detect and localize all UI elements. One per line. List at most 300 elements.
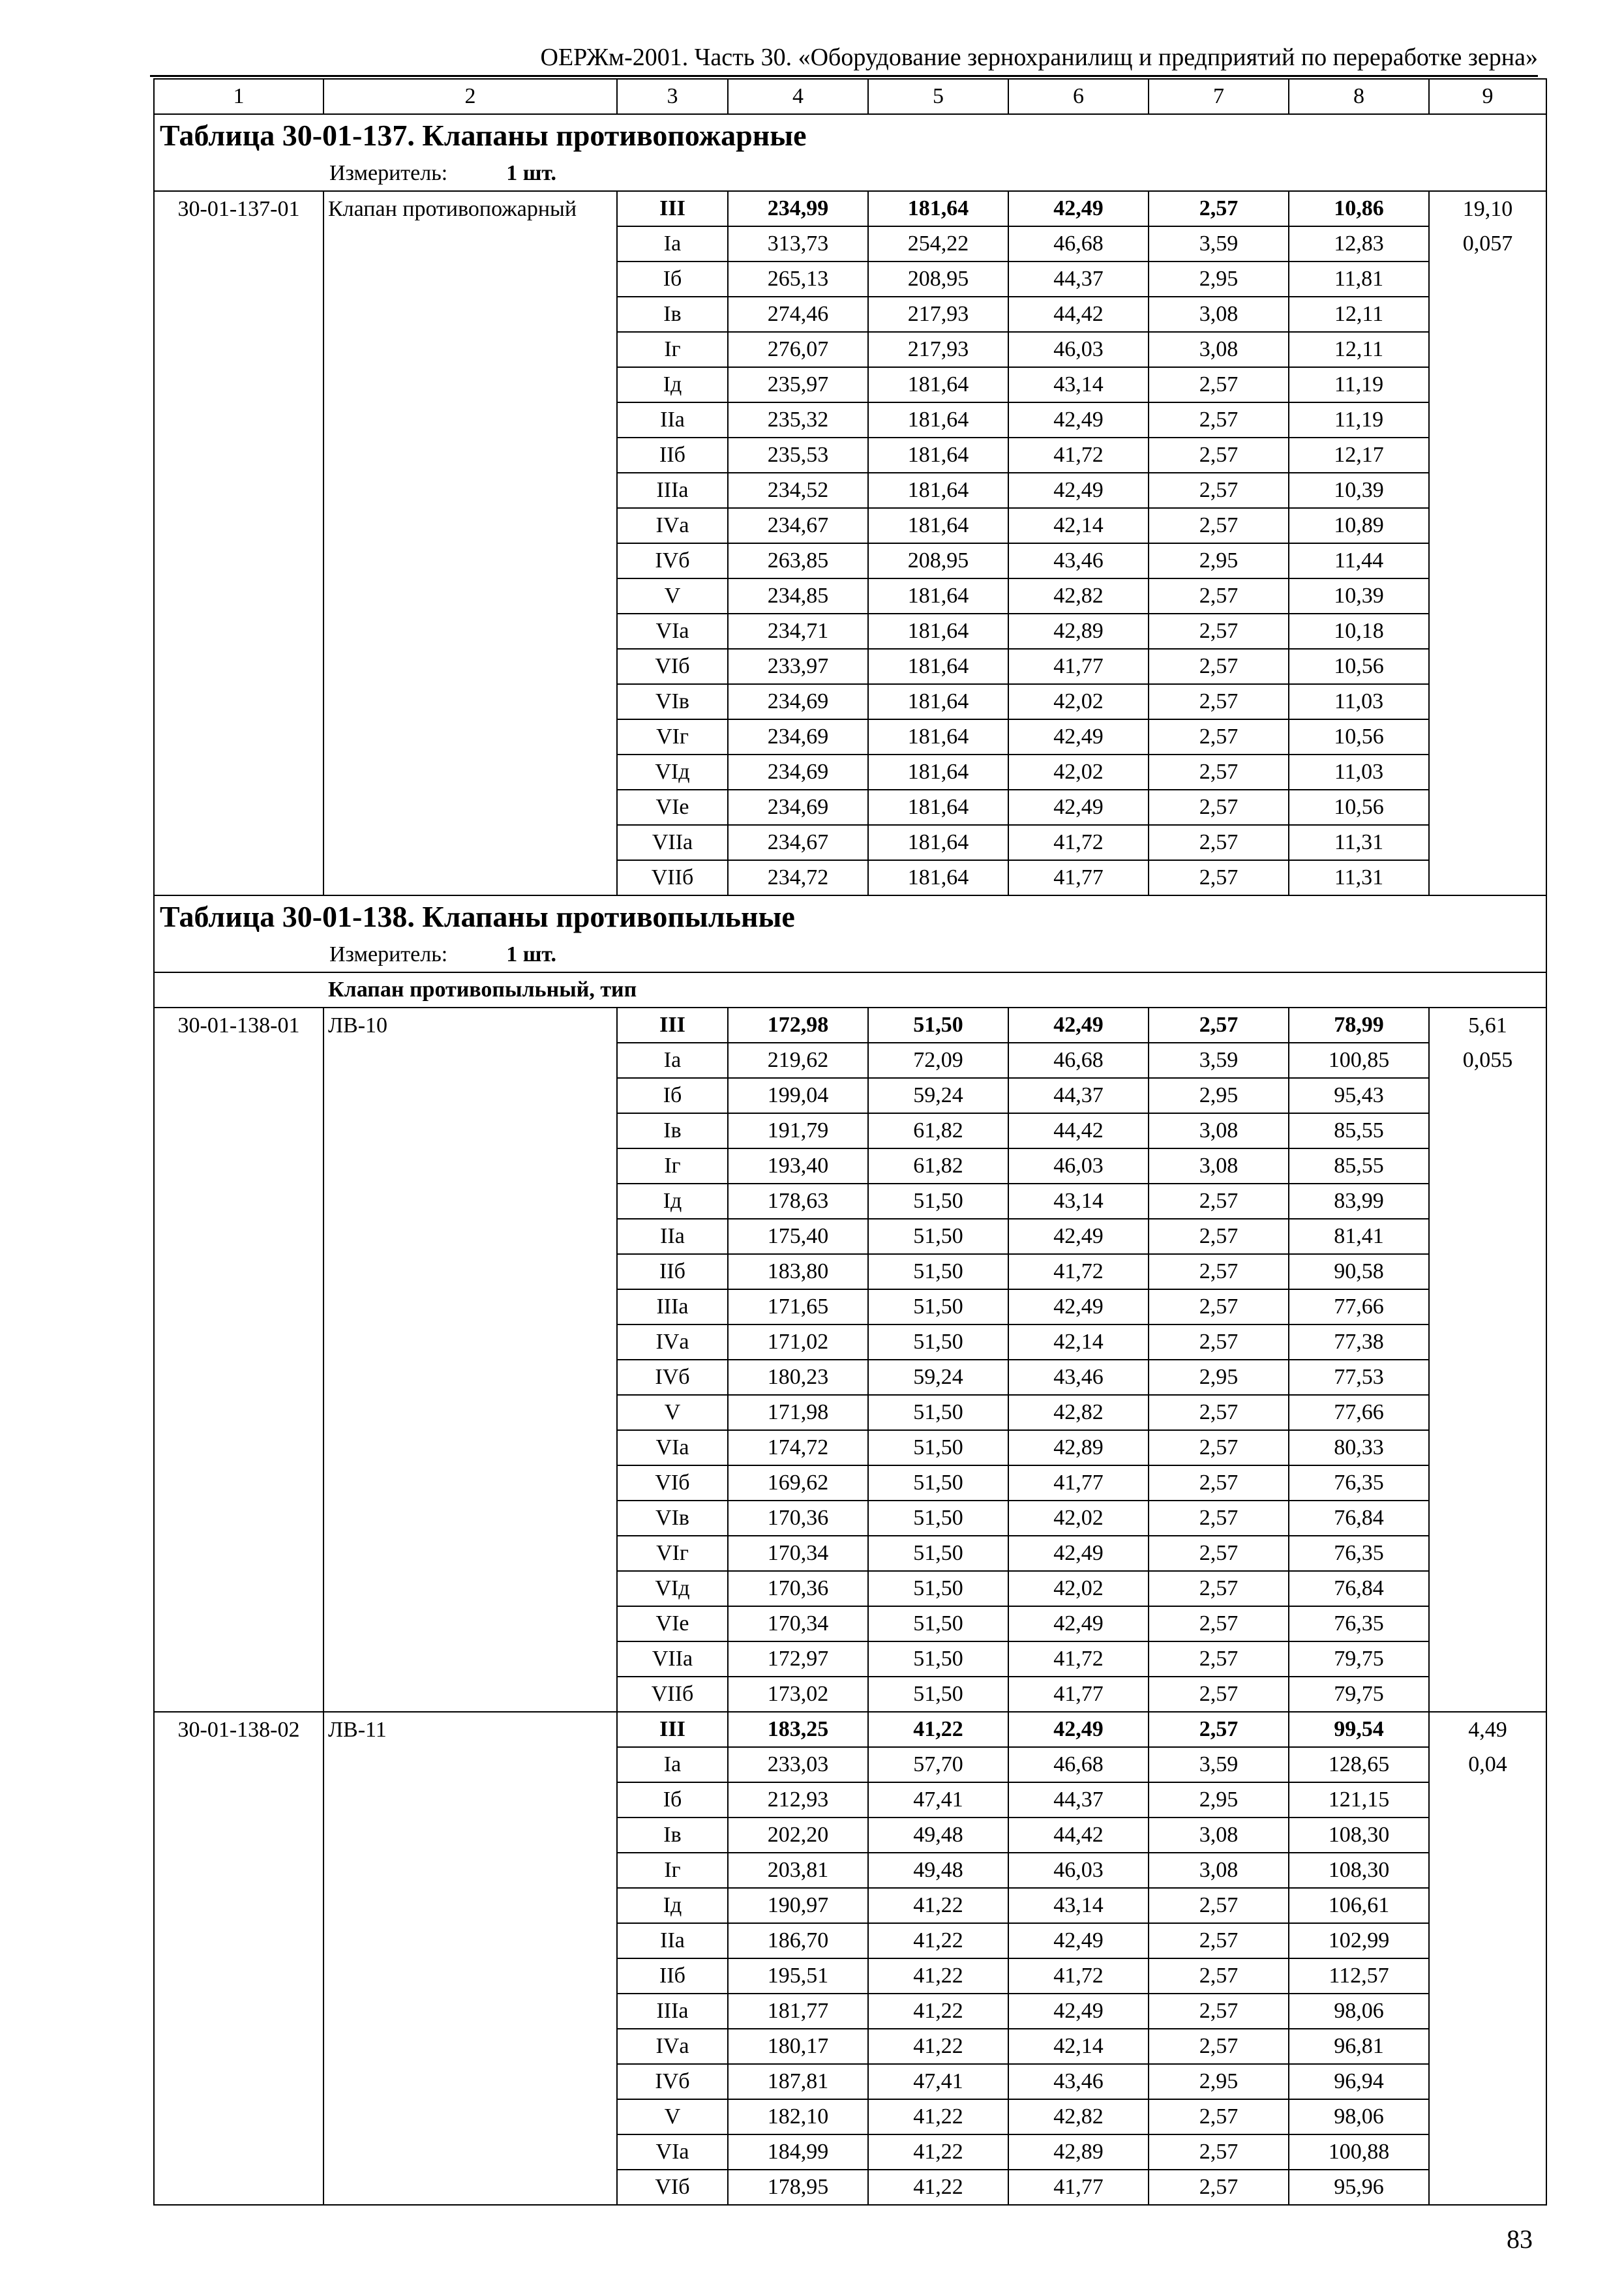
item-name	[323, 1571, 617, 1606]
value-machinist-wages: 3,08	[1149, 1113, 1289, 1148]
value-machinist-wages: 2,95	[1149, 543, 1289, 578]
table-row	[154, 543, 1546, 578]
zone-code: VIа	[617, 2134, 728, 2170]
item-name	[323, 543, 617, 578]
table-title: Таблица 30-01-138. Клапаны противопыльные	[154, 895, 1546, 938]
value-materials: 12,83	[1289, 226, 1429, 262]
value-materials: 76,35	[1289, 1536, 1429, 1571]
item-code	[154, 1430, 323, 1465]
zone-code: V	[617, 2099, 728, 2134]
value-machinist-wages: 2,57	[1149, 860, 1289, 895]
value-materials: 112,57	[1289, 1958, 1429, 1994]
table-row	[154, 1571, 1546, 1606]
value-total: 180,23	[728, 1360, 868, 1395]
value-machinist-wages: 2,57	[1149, 2099, 1289, 2134]
table-row	[154, 1888, 1546, 1923]
value-materials: 128,65	[1289, 1747, 1429, 1782]
value-total: 234,99	[728, 191, 868, 226]
table-row	[154, 1219, 1546, 1254]
item-name	[323, 1184, 617, 1219]
value-total: 234,69	[728, 755, 868, 790]
value-total: 263,85	[728, 543, 868, 578]
value-materials: 76,84	[1289, 1501, 1429, 1536]
item-code	[154, 367, 323, 402]
value-machines: 42,14	[1008, 2029, 1149, 2064]
value-total: 234,71	[728, 614, 868, 649]
item-code	[154, 226, 323, 262]
value-machines: 43,46	[1008, 2064, 1149, 2099]
value-materials: 90,58	[1289, 1254, 1429, 1289]
value-machinist-wages: 2,57	[1149, 1289, 1289, 1324]
value-total: 170,34	[728, 1536, 868, 1571]
zone-code: VIд	[617, 1571, 728, 1606]
table-row	[154, 1184, 1546, 1219]
table-row	[154, 1606, 1546, 1641]
value-machinist-wages: 2,57	[1149, 2029, 1289, 2064]
zone-code: VIб	[617, 2170, 728, 2205]
value-materials: 12,17	[1289, 438, 1429, 473]
value-wages: 51,50	[868, 1536, 1008, 1571]
item-code: 30-01-137-01	[154, 191, 323, 226]
value-machines: 43,14	[1008, 1888, 1149, 1923]
item-name	[323, 1994, 617, 2029]
column-number: 5	[868, 79, 1008, 114]
value-machinist-wages: 2,57	[1149, 402, 1289, 438]
value-materials: 12,11	[1289, 297, 1429, 332]
item-code	[154, 719, 323, 755]
zone-code: IVб	[617, 543, 728, 578]
zone-code: VIб	[617, 649, 728, 684]
value-materials: 80,33	[1289, 1430, 1429, 1465]
column-number: 2	[323, 79, 617, 114]
item-extra: 5,61	[1429, 1008, 1546, 1043]
item-extra	[1429, 649, 1546, 684]
column-number: 3	[617, 79, 728, 114]
item-name	[323, 1148, 617, 1184]
value-materials: 76,35	[1289, 1465, 1429, 1501]
value-materials: 10,39	[1289, 578, 1429, 614]
value-machines: 46,03	[1008, 1148, 1149, 1184]
table-row	[154, 1043, 1546, 1078]
value-total: 234,67	[728, 508, 868, 543]
value-materials: 99,54	[1289, 1712, 1429, 1747]
zone-code: IIIа	[617, 473, 728, 508]
item-name: Клапан противопожарный	[323, 191, 617, 226]
item-extra	[1429, 508, 1546, 543]
value-machines: 46,03	[1008, 332, 1149, 367]
item-extra	[1429, 2170, 1546, 2205]
item-code: 30-01-138-02	[154, 1712, 323, 1747]
value-materials: 11,03	[1289, 755, 1429, 790]
value-total: 203,81	[728, 1853, 868, 1888]
value-total: 234,72	[728, 860, 868, 895]
table-row	[154, 1782, 1546, 1818]
zone-code: VIв	[617, 1501, 728, 1536]
measure-value: 1 шт.	[506, 161, 557, 185]
value-wages: 181,64	[868, 860, 1008, 895]
value-total: 235,97	[728, 367, 868, 402]
value-wages: 181,64	[868, 790, 1008, 825]
value-machines: 44,42	[1008, 297, 1149, 332]
zone-code: Iд	[617, 1888, 728, 1923]
item-code	[154, 825, 323, 860]
item-name: ЛВ-11	[323, 1712, 617, 1747]
value-machines: 41,77	[1008, 649, 1149, 684]
item-code	[154, 649, 323, 684]
value-wages: 217,93	[868, 297, 1008, 332]
item-code	[154, 1853, 323, 1888]
value-total: 182,10	[728, 2099, 868, 2134]
value-machines: 41,77	[1008, 860, 1149, 895]
table-row	[154, 2170, 1546, 2205]
item-name	[323, 1853, 617, 1888]
value-wages: 51,50	[868, 1289, 1008, 1324]
value-total: 181,77	[728, 1994, 868, 2029]
zone-code: III	[617, 191, 728, 226]
value-wages: 181,64	[868, 508, 1008, 543]
value-total: 233,97	[728, 649, 868, 684]
item-code	[154, 1148, 323, 1184]
measure-row-cell	[154, 157, 1546, 191]
zone-code: VIг	[617, 719, 728, 755]
item-code	[154, 684, 323, 719]
value-machinist-wages: 2,57	[1149, 1395, 1289, 1430]
value-materials: 85,55	[1289, 1113, 1429, 1148]
value-total: 212,93	[728, 1782, 868, 1818]
value-machinist-wages: 2,57	[1149, 1712, 1289, 1747]
measure-value: 1 шт.	[506, 942, 557, 966]
item-name	[323, 649, 617, 684]
value-total: 171,98	[728, 1395, 868, 1430]
value-machinist-wages: 2,57	[1149, 1923, 1289, 1958]
value-machinist-wages: 2,57	[1149, 825, 1289, 860]
value-wages: 181,64	[868, 578, 1008, 614]
item-name	[323, 1747, 617, 1782]
item-extra	[1429, 1289, 1546, 1324]
value-total: 313,73	[728, 226, 868, 262]
value-wages: 41,22	[868, 2029, 1008, 2064]
item-extra	[1429, 1254, 1546, 1289]
value-machinist-wages: 2,57	[1149, 649, 1289, 684]
item-name	[323, 860, 617, 895]
item-extra	[1429, 578, 1546, 614]
value-machines: 41,72	[1008, 438, 1149, 473]
table-row	[154, 473, 1546, 508]
value-total: 173,02	[728, 1677, 868, 1712]
value-machines: 43,46	[1008, 543, 1149, 578]
value-machines: 42,02	[1008, 684, 1149, 719]
item-name	[323, 755, 617, 790]
value-wages: 181,64	[868, 684, 1008, 719]
item-extra: 19,10	[1429, 191, 1546, 226]
value-machinist-wages: 3,59	[1149, 1747, 1289, 1782]
value-machines: 42,49	[1008, 1923, 1149, 1958]
column-number: 4	[728, 79, 868, 114]
zone-code: Iв	[617, 1113, 728, 1148]
value-materials: 108,30	[1289, 1818, 1429, 1853]
column-number-row	[154, 79, 1546, 114]
table-row	[154, 1360, 1546, 1395]
value-wages: 51,50	[868, 1254, 1008, 1289]
zone-code: IIб	[617, 1958, 728, 1994]
type-label-row	[154, 972, 1546, 1008]
zone-code: IIа	[617, 1219, 728, 1254]
zone-code: IVб	[617, 1360, 728, 1395]
item-extra	[1429, 1430, 1546, 1465]
zone-code: VIIб	[617, 1677, 728, 1712]
value-total: 234,52	[728, 473, 868, 508]
value-total: 265,13	[728, 262, 868, 297]
value-materials: 98,06	[1289, 1994, 1429, 2029]
value-machinist-wages: 2,95	[1149, 1360, 1289, 1395]
value-materials: 85,55	[1289, 1148, 1429, 1184]
table-row	[154, 825, 1546, 860]
zone-code: IVа	[617, 1324, 728, 1360]
value-machines: 42,14	[1008, 508, 1149, 543]
value-materials: 11,81	[1289, 262, 1429, 297]
value-wages: 49,48	[868, 1818, 1008, 1853]
value-machinist-wages: 2,57	[1149, 790, 1289, 825]
zone-code: IVб	[617, 2064, 728, 2099]
value-materials: 77,66	[1289, 1289, 1429, 1324]
value-materials: 11,19	[1289, 402, 1429, 438]
value-machinist-wages: 2,57	[1149, 1324, 1289, 1360]
item-name: ЛВ-10	[323, 1008, 617, 1043]
value-total: 186,70	[728, 1923, 868, 1958]
table-row	[154, 2029, 1546, 2064]
zone-code: Iб	[617, 262, 728, 297]
value-machinist-wages: 2,57	[1149, 2134, 1289, 2170]
value-total: 183,25	[728, 1712, 868, 1747]
item-name	[323, 825, 617, 860]
value-machines: 41,72	[1008, 1958, 1149, 1994]
value-materials: 10,89	[1289, 508, 1429, 543]
value-machines: 42,49	[1008, 790, 1149, 825]
item-name	[323, 2099, 617, 2134]
value-machinist-wages: 2,57	[1149, 1430, 1289, 1465]
item-extra	[1429, 1853, 1546, 1888]
table-row	[154, 297, 1546, 332]
value-machinist-wages: 2,57	[1149, 1465, 1289, 1501]
zone-code: IIIа	[617, 1994, 728, 2029]
zone-code: VIIа	[617, 1641, 728, 1677]
item-name	[323, 1536, 617, 1571]
value-machines: 42,89	[1008, 614, 1149, 649]
value-wages: 41,22	[868, 1712, 1008, 1747]
item-code	[154, 755, 323, 790]
item-extra	[1429, 1148, 1546, 1184]
zone-code: Iб	[617, 1078, 728, 1113]
value-total: 276,07	[728, 332, 868, 367]
item-code	[154, 2099, 323, 2134]
value-machines: 42,82	[1008, 1395, 1149, 1430]
value-total: 235,32	[728, 402, 868, 438]
zone-code: Iв	[617, 297, 728, 332]
value-materials: 121,15	[1289, 1782, 1429, 1818]
value-machines: 42,02	[1008, 1571, 1149, 1606]
value-wages: 51,50	[868, 1395, 1008, 1430]
item-extra	[1429, 1994, 1546, 2029]
value-total: 274,46	[728, 297, 868, 332]
value-machines: 42,49	[1008, 191, 1149, 226]
item-code	[154, 1324, 323, 1360]
item-code	[154, 1289, 323, 1324]
table-row	[154, 1677, 1546, 1712]
item-code	[154, 1078, 323, 1113]
value-materials: 76,35	[1289, 1606, 1429, 1641]
item-code	[154, 1747, 323, 1782]
item-code	[154, 332, 323, 367]
value-machines: 42,49	[1008, 1219, 1149, 1254]
table-row	[154, 262, 1546, 297]
value-machines: 46,68	[1008, 1043, 1149, 1078]
value-wages: 217,93	[868, 332, 1008, 367]
zone-code: Iг	[617, 1148, 728, 1184]
header-rule	[150, 75, 1538, 77]
value-wages: 59,24	[868, 1078, 1008, 1113]
table-row	[154, 1641, 1546, 1677]
value-materials: 106,61	[1289, 1888, 1429, 1923]
value-machinist-wages: 3,59	[1149, 226, 1289, 262]
value-machinist-wages: 2,57	[1149, 1254, 1289, 1289]
item-code	[154, 1465, 323, 1501]
value-machinist-wages: 2,57	[1149, 1994, 1289, 2029]
value-machines: 42,49	[1008, 1606, 1149, 1641]
value-total: 172,97	[728, 1641, 868, 1677]
value-materials: 96,94	[1289, 2064, 1429, 2099]
item-code	[154, 2134, 323, 2170]
value-machinist-wages: 3,08	[1149, 1818, 1289, 1853]
value-materials: 10,56	[1289, 790, 1429, 825]
item-extra	[1429, 1324, 1546, 1360]
item-name	[323, 2134, 617, 2170]
item-extra	[1429, 790, 1546, 825]
zone-code: VIе	[617, 790, 728, 825]
value-wages: 181,64	[868, 402, 1008, 438]
value-machines: 41,77	[1008, 2170, 1149, 2205]
value-wages: 41,22	[868, 1888, 1008, 1923]
item-code	[154, 508, 323, 543]
value-machines: 42,49	[1008, 1712, 1149, 1747]
value-total: 235,53	[728, 438, 868, 473]
zone-code: VIа	[617, 1430, 728, 1465]
item-extra	[1429, 719, 1546, 755]
value-machinist-wages: 2,57	[1149, 1958, 1289, 1994]
value-wages: 181,64	[868, 719, 1008, 755]
item-name	[323, 2064, 617, 2099]
table-row	[154, 1818, 1546, 1853]
value-machinist-wages: 2,57	[1149, 684, 1289, 719]
value-wages: 181,64	[868, 191, 1008, 226]
value-machines: 46,68	[1008, 226, 1149, 262]
item-code	[154, 860, 323, 895]
item-extra	[1429, 2099, 1546, 2134]
value-materials: 10,56	[1289, 649, 1429, 684]
table-row	[154, 1148, 1546, 1184]
zone-code: IIа	[617, 402, 728, 438]
value-wages: 51,50	[868, 1219, 1008, 1254]
value-machines: 42,89	[1008, 1430, 1149, 1465]
value-total: 170,34	[728, 1606, 868, 1641]
table-title: Таблица 30-01-137. Клапаны противопожарные	[154, 114, 1546, 157]
item-code	[154, 402, 323, 438]
item-code	[154, 614, 323, 649]
column-number: 7	[1149, 79, 1289, 114]
table-row	[154, 614, 1546, 649]
item-extra	[1429, 543, 1546, 578]
value-materials: 11,19	[1289, 367, 1429, 402]
zone-code: VIе	[617, 1606, 728, 1641]
item-code	[154, 1677, 323, 1712]
item-name	[323, 2029, 617, 2064]
value-machinist-wages: 2,57	[1149, 1536, 1289, 1571]
measure-label: Измеритель:	[329, 942, 448, 966]
item-extra	[1429, 860, 1546, 895]
value-total: 191,79	[728, 1113, 868, 1148]
item-extra	[1429, 1818, 1546, 1853]
table-row	[154, 1395, 1546, 1430]
measure-row-cell	[154, 938, 1546, 972]
table-row	[154, 755, 1546, 790]
value-wages: 51,50	[868, 1606, 1008, 1641]
item-extra	[1429, 1501, 1546, 1536]
zone-code: IVа	[617, 508, 728, 543]
value-machinist-wages: 2,57	[1149, 1641, 1289, 1677]
zone-code: Iа	[617, 226, 728, 262]
item-extra	[1429, 297, 1546, 332]
value-total: 202,20	[728, 1818, 868, 1853]
item-extra	[1429, 1113, 1546, 1148]
zone-code: III	[617, 1712, 728, 1747]
value-wages: 181,64	[868, 649, 1008, 684]
value-machinist-wages: 2,57	[1149, 191, 1289, 226]
item-name	[323, 1395, 617, 1430]
value-wages: 51,50	[868, 1008, 1008, 1043]
value-wages: 57,70	[868, 1747, 1008, 1782]
item-extra	[1429, 1958, 1546, 1994]
column-number: 8	[1289, 79, 1429, 114]
value-machinist-wages: 2,95	[1149, 1782, 1289, 1818]
value-machinist-wages: 2,57	[1149, 1606, 1289, 1641]
item-name	[323, 226, 617, 262]
value-total: 190,97	[728, 1888, 868, 1923]
item-name	[323, 1465, 617, 1501]
item-name	[323, 473, 617, 508]
value-machinist-wages: 2,57	[1149, 1219, 1289, 1254]
value-machinist-wages: 2,57	[1149, 578, 1289, 614]
item-code	[154, 1994, 323, 2029]
item-code	[154, 262, 323, 297]
value-wages: 181,64	[868, 755, 1008, 790]
item-name	[323, 1782, 617, 1818]
item-extra	[1429, 1465, 1546, 1501]
value-materials: 77,66	[1289, 1395, 1429, 1430]
zone-code: Iг	[617, 332, 728, 367]
item-name	[323, 790, 617, 825]
value-total: 171,02	[728, 1324, 868, 1360]
item-extra	[1429, 1677, 1546, 1712]
value-total: 219,62	[728, 1043, 868, 1078]
table-row	[154, 1078, 1546, 1113]
item-code	[154, 2170, 323, 2205]
measure-row	[154, 157, 1546, 191]
item-code	[154, 297, 323, 332]
value-materials: 98,06	[1289, 2099, 1429, 2134]
item-code	[154, 1360, 323, 1395]
value-total: 171,65	[728, 1289, 868, 1324]
column-number: 6	[1008, 79, 1149, 114]
value-materials: 12,11	[1289, 332, 1429, 367]
